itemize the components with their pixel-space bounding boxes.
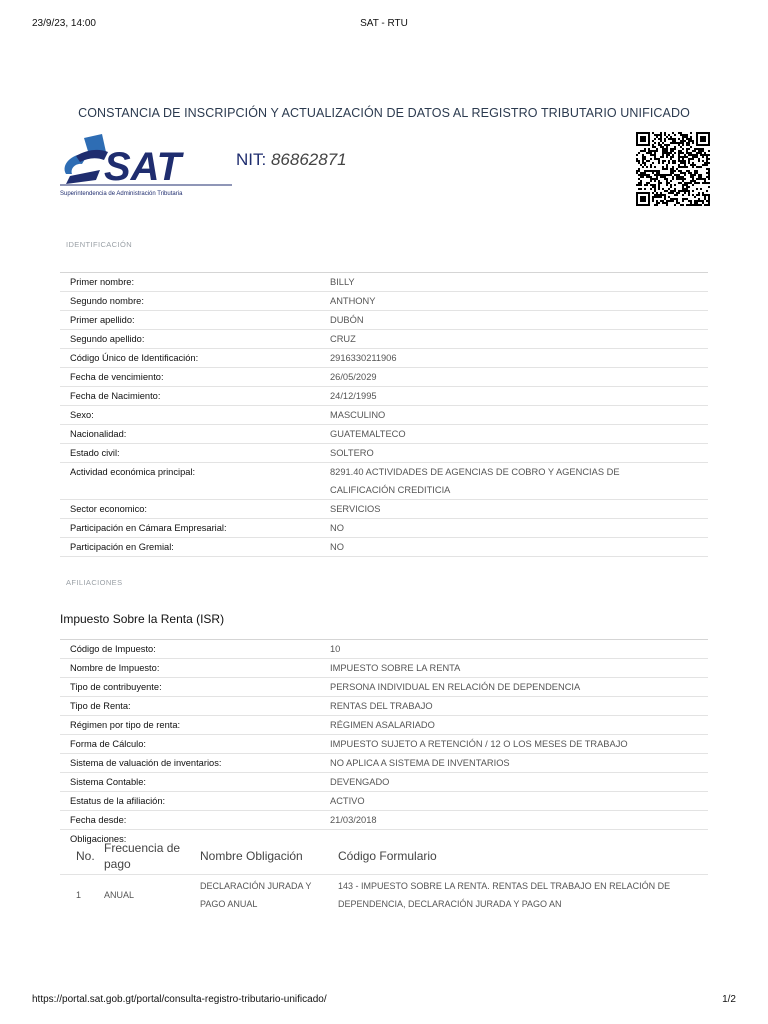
field-value: GUATEMALTECO — [330, 429, 406, 439]
field-value: SERVICIOS — [330, 504, 381, 514]
field-label: Tipo de contribuyente: — [70, 682, 162, 692]
field-label: Sexo: — [70, 410, 94, 420]
header-no: No. — [76, 849, 95, 863]
field-value: IMPUESTO SUJETO A RETENCIÓN / 12 O LOS MESES DE TRABAJO — [330, 739, 628, 749]
field-value: 10 — [330, 644, 341, 654]
field-row — [60, 367, 708, 386]
field-value: 24/12/1995 — [330, 391, 377, 401]
print-title: SAT - RTU — [360, 18, 408, 29]
field-row — [60, 386, 708, 405]
field-label: Código de Impuesto: — [70, 644, 156, 654]
nit-display — [236, 150, 347, 170]
field-label: Segundo nombre: — [70, 296, 144, 306]
print-page-number: 1/2 — [722, 994, 736, 1005]
field-value: NO — [330, 523, 344, 533]
print-date: 23/9/23, 14:00 — [32, 18, 96, 29]
field-value: IMPUESTO SOBRE LA RENTA — [330, 663, 461, 673]
field-value: NO APLICA A SISTEMA DE INVENTARIOS — [330, 758, 510, 768]
field-row — [60, 443, 708, 462]
nit-value: 86862871 — [270, 150, 347, 169]
afiliaciones-fields — [60, 639, 708, 848]
field-label: Sistema de valuación de inventarios: — [70, 758, 222, 768]
field-label: Participación en Gremial: — [70, 542, 174, 552]
isr-title: Impuesto Sobre la Renta (ISR) — [60, 612, 225, 626]
field-value: 8291.40 ACTIVIDADES DE AGENCIAS DE COBRO Y AGENCIAS DE CALIFICACIÓN CREDITICIA — [330, 467, 620, 495]
field-value: ACTIVO — [330, 796, 365, 806]
field-row — [60, 537, 708, 556]
field-row — [60, 715, 708, 734]
field-row — [60, 405, 708, 424]
field-value: DEVENGADO — [330, 777, 390, 787]
cell-no: 1 — [60, 875, 100, 916]
field-row — [60, 696, 708, 715]
field-value: 21/03/2018 — [330, 815, 377, 825]
field-row — [60, 677, 708, 696]
field-row — [60, 753, 708, 772]
cell-nombre: DECLARACIÓN JURADA Y PAGO ANUAL — [196, 875, 334, 916]
sat-logo — [56, 130, 236, 200]
field-value: PERSONA INDIVIDUAL EN RELACIÓN DE DEPENDENCIA — [330, 682, 581, 692]
section-label-identificacion: IDENTIFICACIÓN — [66, 240, 133, 249]
cell-frecuencia: ANUAL — [100, 875, 196, 916]
document-title: CONSTANCIA DE INSCRIPCIÓN Y ACTUALIZACIÓN DE DATOS AL REGISTRO TRIBUTARIO UNIFICADO — [78, 106, 690, 120]
field-value: RENTAS DEL TRABAJO — [330, 701, 433, 711]
field-value: MASCULINO — [330, 410, 386, 420]
field-value: ANTHONY — [330, 296, 376, 306]
field-row — [60, 518, 708, 537]
field-label: Sistema Contable: — [70, 777, 146, 787]
sat-logo-graphic — [56, 130, 236, 200]
field-row — [60, 658, 708, 677]
field-row — [60, 810, 708, 829]
field-value: 26/05/2029 — [330, 372, 377, 382]
print-url: https://portal.sat.gob.gt/portal/consulta-registro-tributario-unificado/ — [32, 994, 327, 1005]
field-label: Primer apellido: — [70, 315, 135, 325]
field-value: NO — [330, 542, 344, 552]
obligaciones-table — [60, 838, 708, 915]
field-label: Actividad económica principal: — [70, 467, 196, 477]
field-label: Participación en Cámara Empresarial: — [70, 523, 227, 533]
field-value: SOLTERO — [330, 448, 374, 458]
cell-codigo: 143 - IMPUESTO SOBRE LA RENTA. RENTAS DEL TRABAJO EN RELACIÓN DE DEPENDENCIA, DECLARACIÓN JURADA Y PAGO AN — [334, 875, 708, 916]
obligaciones-header-row — [60, 838, 708, 875]
divider — [60, 556, 708, 557]
field-row — [60, 348, 708, 367]
field-label: Segundo apellido: — [70, 334, 145, 344]
field-label: Nacionalidad: — [70, 429, 127, 439]
field-label: Tipo de Renta: — [70, 701, 131, 711]
section-label-afiliaciones: AFILIACIONES — [66, 578, 123, 587]
field-label: Fecha de Nacimiento: — [70, 391, 161, 401]
sat-logo-subtitle: Superintendencia de Administración Tributaria — [60, 191, 183, 197]
field-row — [60, 424, 708, 443]
field-label: Estado civil: — [70, 448, 120, 458]
field-label: Obligaciones: — [70, 834, 127, 844]
nit-label: NIT: — [236, 150, 267, 169]
field-label: Sector economico: — [70, 504, 147, 514]
field-value: DUBÓN — [330, 315, 364, 325]
header-nombre: Nombre Obligación — [200, 849, 303, 863]
qr-code-graphic — [636, 132, 710, 206]
field-label: Forma de Cálculo: — [70, 739, 146, 749]
field-value: BILLY — [330, 277, 355, 287]
field-row — [60, 329, 708, 348]
field-value: RÉGIMEN ASALARIADO — [330, 720, 435, 730]
field-label: Nombre de Impuesto: — [70, 663, 160, 673]
field-label: Primer nombre: — [70, 277, 135, 287]
header-frecuencia: Frecuencia de pago — [104, 841, 181, 871]
table-row — [60, 875, 708, 916]
identificacion-fields — [60, 272, 708, 557]
field-value: 2916330211906 — [330, 353, 397, 363]
field-row — [60, 639, 708, 658]
sat-wordmark: SAT — [104, 145, 182, 189]
field-row — [60, 791, 708, 810]
field-label: Código Único de Identificación: — [70, 353, 199, 363]
field-row — [60, 734, 708, 753]
field-label: Fecha desde: — [70, 815, 127, 825]
field-row — [60, 310, 708, 329]
field-value: CRUZ — [330, 334, 356, 344]
field-row — [60, 291, 708, 310]
field-row — [60, 772, 708, 791]
field-row — [60, 499, 708, 518]
header-codigo: Código Formulario — [338, 849, 437, 863]
field-label: Estatus de la afiliación: — [70, 796, 166, 806]
print-footer — [32, 994, 736, 1008]
qr-code — [636, 132, 710, 206]
field-row — [60, 272, 708, 291]
field-label: Régimen por tipo de renta: — [70, 720, 181, 730]
print-header — [32, 18, 736, 32]
field-row — [60, 462, 708, 499]
field-label: Fecha de vencimiento: — [70, 372, 164, 382]
